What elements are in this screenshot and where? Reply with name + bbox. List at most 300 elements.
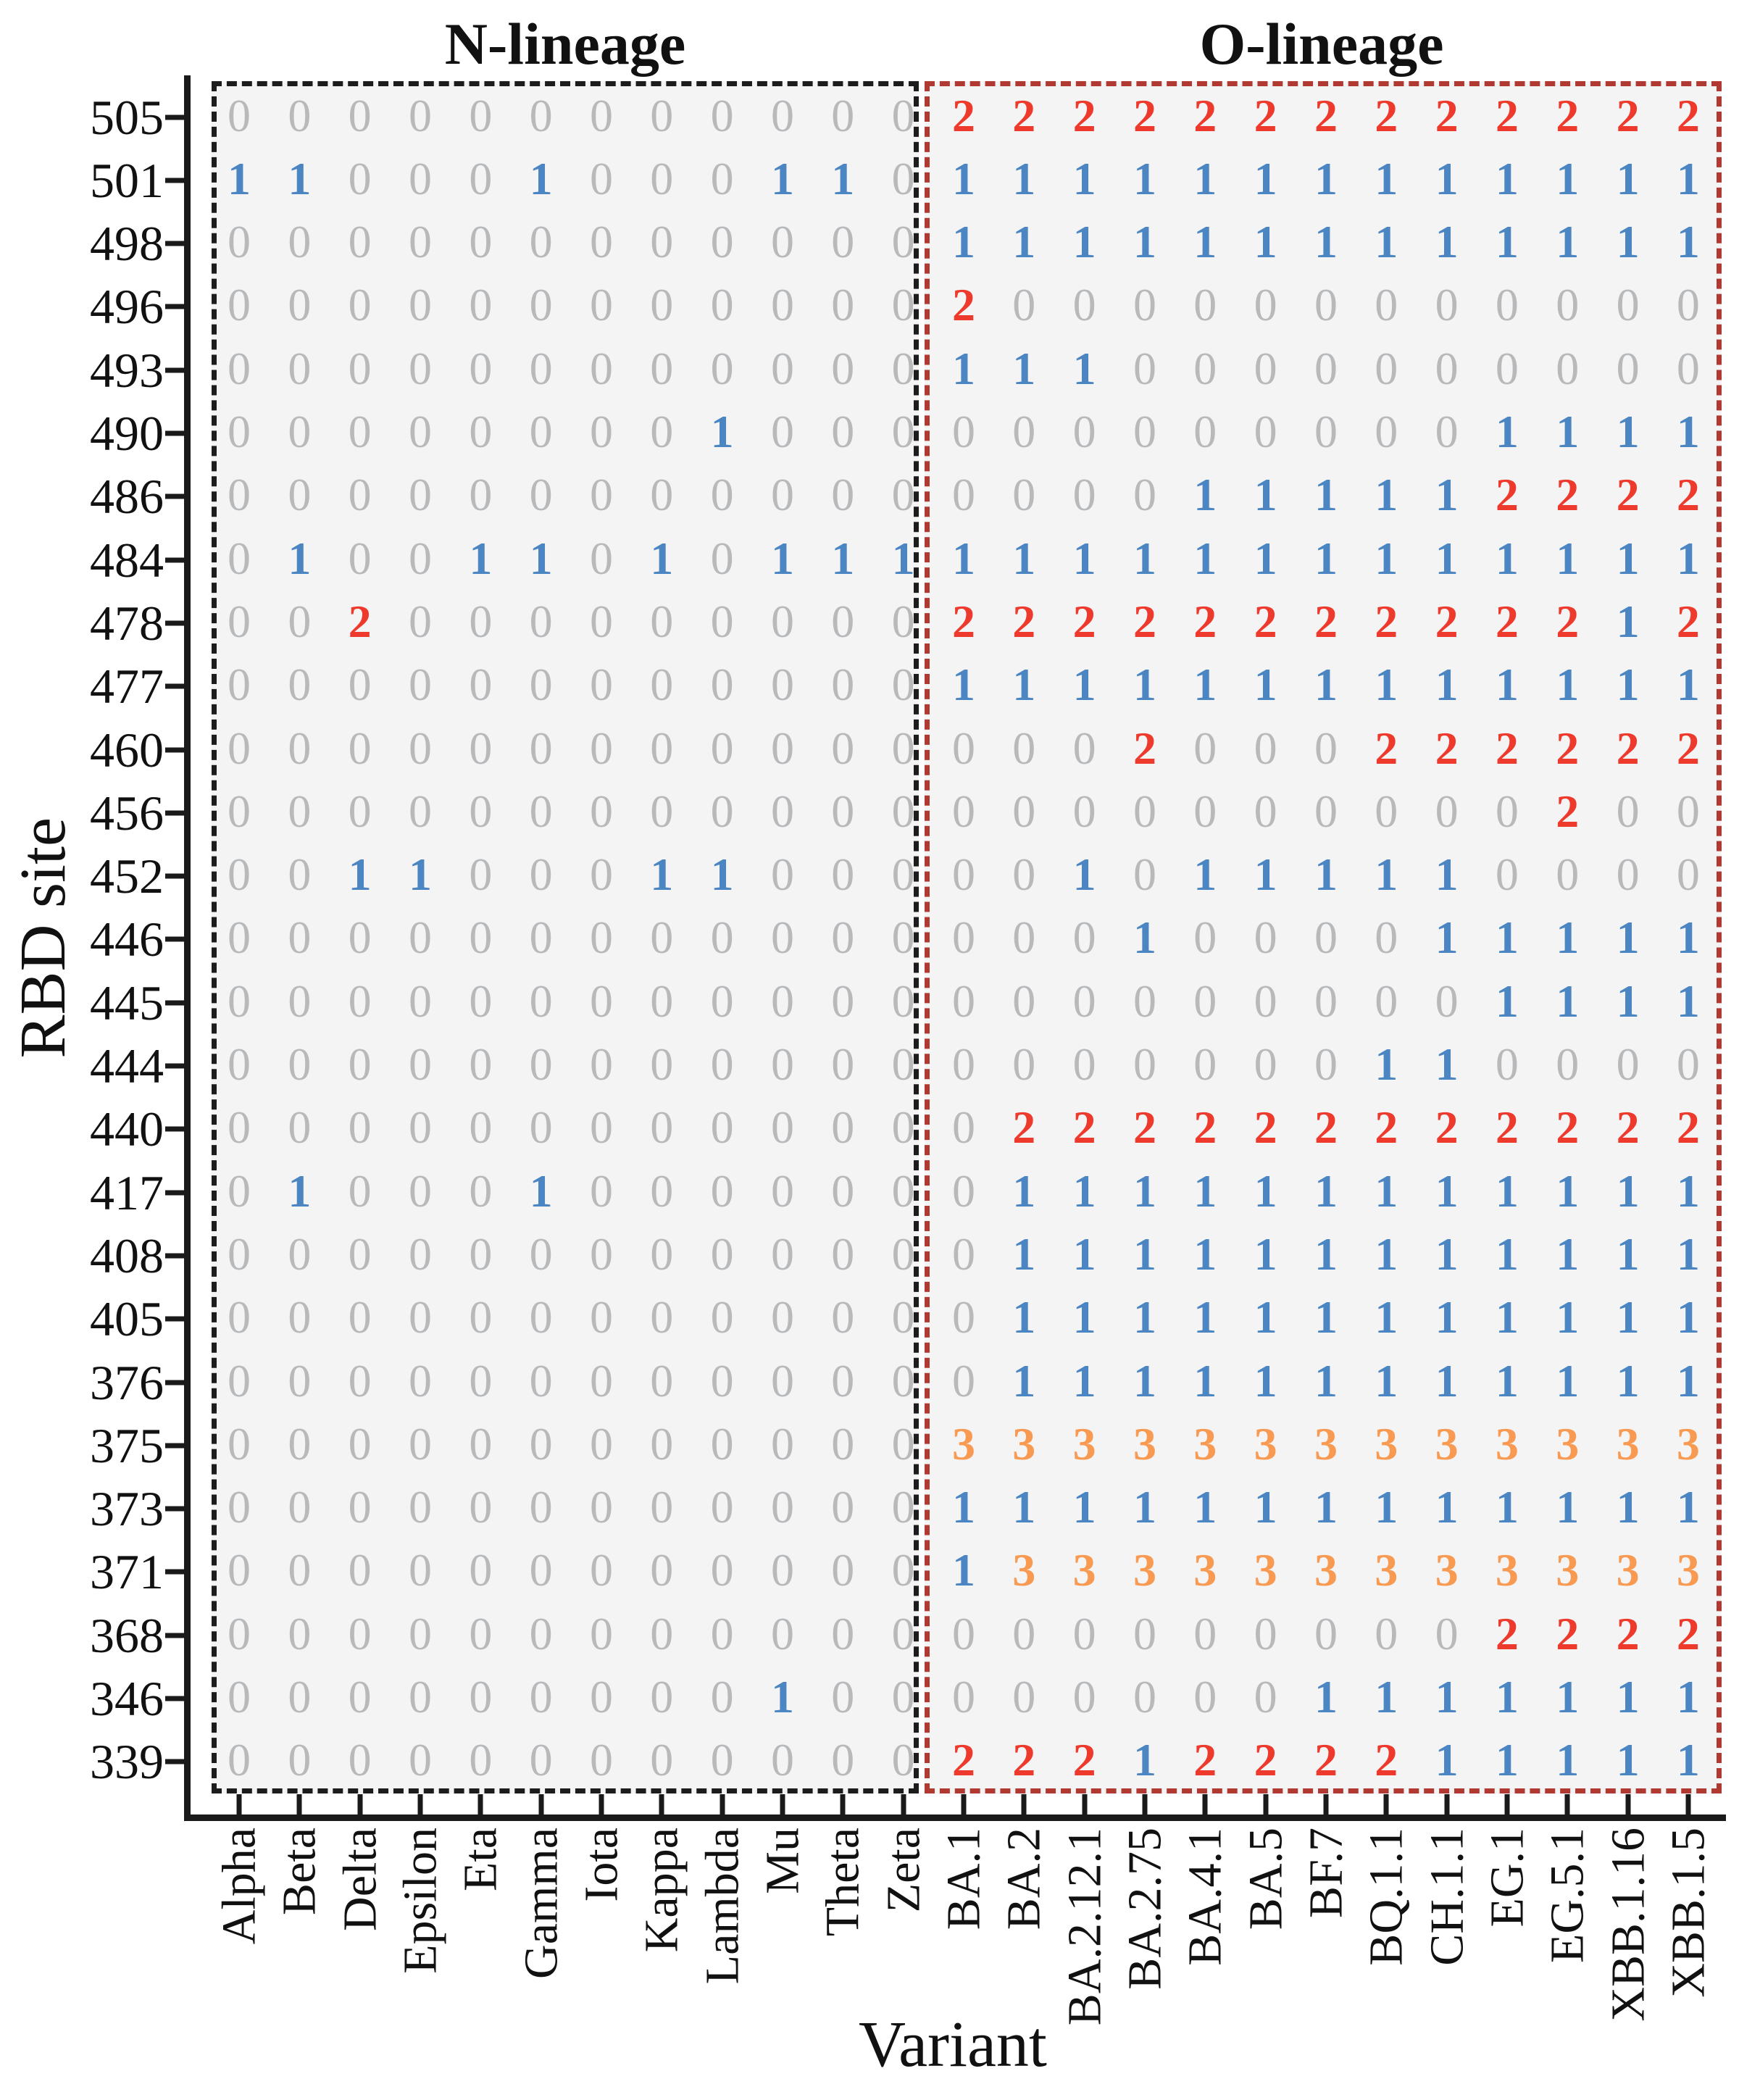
cell-346-XBB.1.16: 1 xyxy=(1616,1671,1640,1723)
x-tick-mark xyxy=(1384,1794,1389,1816)
cell-498-Theta: 0 xyxy=(831,216,855,268)
cell-445-Delta: 0 xyxy=(348,975,372,1027)
cell-346-Iota: 0 xyxy=(589,1671,613,1723)
cell-501-Theta: 1 xyxy=(831,152,855,204)
cell-486-Gamma: 0 xyxy=(529,469,553,521)
o-lineage-title: O-lineage xyxy=(1199,11,1444,77)
cell-452-Iota: 0 xyxy=(589,849,613,901)
cell-498-Eta: 0 xyxy=(469,216,493,268)
cell-376-BA.2: 1 xyxy=(1012,1354,1036,1407)
cell-440-BA.1: 0 xyxy=(951,1101,975,1154)
cell-376-Delta: 0 xyxy=(348,1354,372,1407)
cell-371-EG.1: 3 xyxy=(1495,1544,1519,1596)
cell-368-BA.2: 0 xyxy=(1012,1607,1036,1659)
y-tick-mark xyxy=(165,1696,187,1701)
cell-460-Lambda: 0 xyxy=(710,722,734,774)
x-tick-Eta: Eta xyxy=(454,1828,507,1891)
cell-440-XBB.1.16: 2 xyxy=(1616,1101,1640,1154)
cell-371-Kappa: 0 xyxy=(650,1544,674,1596)
cell-493-BA.2.75: 0 xyxy=(1133,342,1156,394)
cell-456-Epsilon: 0 xyxy=(408,785,432,837)
cell-456-BA.4.1: 0 xyxy=(1193,785,1217,837)
x-tick-mark xyxy=(417,1794,422,1816)
cell-417-Theta: 0 xyxy=(831,1164,855,1217)
cell-505-Beta: 0 xyxy=(288,89,312,141)
cell-440-Zeta: 0 xyxy=(891,1101,915,1154)
cell-346-CH.1.1: 1 xyxy=(1435,1671,1459,1723)
x-tick-mark xyxy=(478,1794,483,1816)
cell-490-XBB.1.16: 1 xyxy=(1616,406,1640,458)
cell-440-BF.7: 2 xyxy=(1314,1101,1338,1154)
x-tick-BA.2.12.1: BA.2.12.1 xyxy=(1057,1828,1111,2026)
cell-368-Iota: 0 xyxy=(589,1607,613,1659)
cell-460-BF.7: 0 xyxy=(1314,722,1338,774)
cell-490-Delta: 0 xyxy=(348,406,372,458)
cell-445-Epsilon: 0 xyxy=(408,975,432,1027)
cell-493-BF.7: 0 xyxy=(1314,342,1338,394)
cell-405-BA.2: 1 xyxy=(1012,1291,1036,1343)
cell-501-BA.2: 1 xyxy=(1012,152,1036,204)
cell-486-Mu: 0 xyxy=(770,469,794,521)
cell-493-CH.1.1: 0 xyxy=(1435,342,1459,394)
cell-339-Beta: 0 xyxy=(288,1734,312,1786)
cell-493-EG.1: 0 xyxy=(1495,342,1519,394)
cell-368-BQ.1.1: 0 xyxy=(1375,1607,1398,1659)
cell-452-BA.4.1: 1 xyxy=(1193,849,1217,901)
y-tick-408: 408 xyxy=(90,1228,164,1283)
cell-339-Lambda: 0 xyxy=(710,1734,734,1786)
cell-444-EG.5.1: 0 xyxy=(1556,1038,1580,1091)
cell-371-EG.5.1: 3 xyxy=(1556,1544,1580,1596)
x-tick-mark xyxy=(1263,1794,1268,1816)
cell-375-XBB.1.5: 3 xyxy=(1676,1417,1700,1470)
cell-456-Kappa: 0 xyxy=(650,785,674,837)
cell-478-Alpha: 0 xyxy=(228,595,251,647)
cell-346-Kappa: 0 xyxy=(650,1671,674,1723)
cell-346-BA.2.12.1: 0 xyxy=(1072,1671,1096,1723)
cell-456-BA.5: 0 xyxy=(1254,785,1277,837)
cell-444-Gamma: 0 xyxy=(529,1038,553,1091)
cell-505-EG.1: 2 xyxy=(1495,89,1519,141)
cell-478-BA.2.12.1: 2 xyxy=(1072,595,1096,647)
cell-373-Gamma: 0 xyxy=(529,1481,553,1533)
cell-490-EG.5.1: 1 xyxy=(1556,406,1580,458)
cell-460-Iota: 0 xyxy=(589,722,613,774)
cell-371-BA.5: 3 xyxy=(1254,1544,1277,1596)
cell-408-Epsilon: 0 xyxy=(408,1228,432,1280)
cell-405-Gamma: 0 xyxy=(529,1291,553,1343)
cell-371-BF.7: 3 xyxy=(1314,1544,1338,1596)
cell-408-Zeta: 0 xyxy=(891,1228,915,1280)
cell-456-Mu: 0 xyxy=(770,785,794,837)
cell-444-XBB.1.5: 0 xyxy=(1676,1038,1700,1091)
y-tick-493: 493 xyxy=(90,342,164,398)
y-axis-spine xyxy=(184,75,191,1821)
y-tick-376: 376 xyxy=(90,1354,164,1410)
cell-405-EG.5.1: 1 xyxy=(1556,1291,1580,1343)
cell-484-BA.2: 1 xyxy=(1012,532,1036,584)
cell-445-Lambda: 0 xyxy=(710,975,734,1027)
cell-501-EG.1: 1 xyxy=(1495,152,1519,204)
cell-339-BA.2: 2 xyxy=(1012,1734,1036,1786)
cell-498-EG.1: 1 xyxy=(1495,216,1519,268)
cell-368-Epsilon: 0 xyxy=(408,1607,432,1659)
cell-346-Eta: 0 xyxy=(469,1671,493,1723)
cell-375-Eta: 0 xyxy=(469,1417,493,1470)
cell-371-XBB.1.5: 3 xyxy=(1676,1544,1700,1596)
cell-452-EG.5.1: 0 xyxy=(1556,849,1580,901)
cell-339-BA.4.1: 2 xyxy=(1193,1734,1217,1786)
cell-501-XBB.1.5: 1 xyxy=(1676,152,1700,204)
cell-493-EG.5.1: 0 xyxy=(1556,342,1580,394)
cell-444-BQ.1.1: 1 xyxy=(1375,1038,1398,1091)
cell-501-BQ.1.1: 1 xyxy=(1375,152,1398,204)
y-tick-mark xyxy=(165,1633,187,1638)
cell-498-Delta: 0 xyxy=(348,216,372,268)
cell-460-BQ.1.1: 2 xyxy=(1375,722,1398,774)
cell-417-Kappa: 0 xyxy=(650,1164,674,1217)
x-tick-Kappa: Kappa xyxy=(635,1828,688,1953)
cell-405-Iota: 0 xyxy=(589,1291,613,1343)
cell-478-EG.5.1: 2 xyxy=(1556,595,1580,647)
cell-496-BQ.1.1: 0 xyxy=(1375,279,1398,331)
cell-456-XBB.1.16: 0 xyxy=(1616,785,1640,837)
cell-368-BA.2.75: 0 xyxy=(1133,1607,1156,1659)
cell-498-Kappa: 0 xyxy=(650,216,674,268)
y-tick-445: 445 xyxy=(90,975,164,1030)
x-tick-Gamma: Gamma xyxy=(514,1828,567,1979)
cell-373-Eta: 0 xyxy=(469,1481,493,1533)
x-tick-Iota: Iota xyxy=(575,1828,628,1902)
cell-373-BA.2: 1 xyxy=(1012,1481,1036,1533)
cell-371-Iota: 0 xyxy=(589,1544,613,1596)
cell-346-Gamma: 0 xyxy=(529,1671,553,1723)
cell-408-Iota: 0 xyxy=(589,1228,613,1280)
y-tick-mark xyxy=(165,1000,187,1005)
cell-496-Mu: 0 xyxy=(770,279,794,331)
cell-452-Alpha: 0 xyxy=(228,849,251,901)
cell-484-Eta: 1 xyxy=(469,532,493,584)
cell-440-Eta: 0 xyxy=(469,1101,493,1154)
cell-405-Kappa: 0 xyxy=(650,1291,674,1343)
cell-376-BF.7: 1 xyxy=(1314,1354,1338,1407)
cell-368-EG.5.1: 2 xyxy=(1556,1607,1580,1659)
cell-477-BA.1: 1 xyxy=(951,659,975,711)
cell-371-BA.2.75: 3 xyxy=(1133,1544,1156,1596)
cell-339-BA.1: 2 xyxy=(951,1734,975,1786)
x-tick-CH.1.1: CH.1.1 xyxy=(1419,1828,1473,1966)
cell-460-Zeta: 0 xyxy=(891,722,915,774)
cell-445-Theta: 0 xyxy=(831,975,855,1027)
cell-405-BA.4.1: 1 xyxy=(1193,1291,1217,1343)
cell-477-Alpha: 0 xyxy=(228,659,251,711)
cell-446-EG.5.1: 1 xyxy=(1556,912,1580,964)
cell-346-BA.2: 0 xyxy=(1012,1671,1036,1723)
cell-490-Alpha: 0 xyxy=(228,406,251,458)
y-tick-mark xyxy=(165,1127,187,1132)
cell-498-BF.7: 1 xyxy=(1314,216,1338,268)
cell-501-BF.7: 1 xyxy=(1314,152,1338,204)
cell-493-Theta: 0 xyxy=(831,342,855,394)
cell-484-CH.1.1: 1 xyxy=(1435,532,1459,584)
cell-375-Delta: 0 xyxy=(348,1417,372,1470)
cell-371-BA.1: 1 xyxy=(951,1544,975,1596)
cell-490-BQ.1.1: 0 xyxy=(1375,406,1398,458)
cell-460-Mu: 0 xyxy=(770,722,794,774)
cell-445-Beta: 0 xyxy=(288,975,312,1027)
x-tick-mark xyxy=(1203,1794,1208,1816)
cell-460-Epsilon: 0 xyxy=(408,722,432,774)
cell-376-Alpha: 0 xyxy=(228,1354,251,1407)
cell-446-Zeta: 0 xyxy=(891,912,915,964)
cell-460-BA.2.12.1: 0 xyxy=(1072,722,1096,774)
cell-445-BA.2.75: 0 xyxy=(1133,975,1156,1027)
cell-452-EG.1: 0 xyxy=(1495,849,1519,901)
cell-405-Beta: 0 xyxy=(288,1291,312,1343)
cell-486-EG.5.1: 2 xyxy=(1556,469,1580,521)
cell-498-Iota: 0 xyxy=(589,216,613,268)
cell-486-Beta: 0 xyxy=(288,469,312,521)
cell-456-EG.1: 0 xyxy=(1495,785,1519,837)
cell-445-Zeta: 0 xyxy=(891,975,915,1027)
x-tick-mark xyxy=(1142,1794,1147,1816)
cell-371-Zeta: 0 xyxy=(891,1544,915,1596)
cell-493-BA.4.1: 0 xyxy=(1193,342,1217,394)
x-tick-mark xyxy=(237,1794,242,1816)
cell-445-Alpha: 0 xyxy=(228,975,251,1027)
cell-496-BA.2.12.1: 0 xyxy=(1072,279,1096,331)
cell-460-CH.1.1: 2 xyxy=(1435,722,1459,774)
y-tick-mark xyxy=(165,1253,187,1258)
cell-460-Gamma: 0 xyxy=(529,722,553,774)
cell-478-BA.1: 2 xyxy=(951,595,975,647)
cell-371-Eta: 0 xyxy=(469,1544,493,1596)
cell-445-BF.7: 0 xyxy=(1314,975,1338,1027)
cell-440-Epsilon: 0 xyxy=(408,1101,432,1154)
y-tick-mark xyxy=(165,1064,187,1069)
cell-446-BQ.1.1: 0 xyxy=(1375,912,1398,964)
cell-368-CH.1.1: 0 xyxy=(1435,1607,1459,1659)
cell-346-Epsilon: 0 xyxy=(408,1671,432,1723)
cell-446-CH.1.1: 1 xyxy=(1435,912,1459,964)
cell-446-Alpha: 0 xyxy=(228,912,251,964)
cell-460-EG.5.1: 2 xyxy=(1556,722,1580,774)
cell-505-BA.1: 2 xyxy=(951,89,975,141)
cell-440-Alpha: 0 xyxy=(228,1101,251,1154)
cell-446-BA.2.12.1: 0 xyxy=(1072,912,1096,964)
cell-445-CH.1.1: 0 xyxy=(1435,975,1459,1027)
cell-505-BA.4.1: 2 xyxy=(1193,89,1217,141)
cell-373-BA.2.75: 1 xyxy=(1133,1481,1156,1533)
cell-417-XBB.1.16: 1 xyxy=(1616,1164,1640,1217)
cell-446-Theta: 0 xyxy=(831,912,855,964)
cell-452-BQ.1.1: 1 xyxy=(1375,849,1398,901)
cell-498-BA.5: 1 xyxy=(1254,216,1277,268)
x-axis-label: Variant xyxy=(859,2009,1047,2080)
x-tick-XBB.1.16: XBB.1.16 xyxy=(1601,1828,1654,2022)
cell-498-EG.5.1: 1 xyxy=(1556,216,1580,268)
cell-498-Gamma: 0 xyxy=(529,216,553,268)
cell-405-Delta: 0 xyxy=(348,1291,372,1343)
cell-478-BQ.1.1: 2 xyxy=(1375,595,1398,647)
cell-446-Lambda: 0 xyxy=(710,912,734,964)
cell-375-EG.1: 3 xyxy=(1495,1417,1519,1470)
cell-501-BA.5: 1 xyxy=(1254,152,1277,204)
x-tick-EG.5.1: EG.5.1 xyxy=(1540,1828,1594,1963)
cell-346-BQ.1.1: 1 xyxy=(1375,1671,1398,1723)
cell-484-Iota: 0 xyxy=(589,532,613,584)
cell-501-Iota: 0 xyxy=(589,152,613,204)
cell-444-Zeta: 0 xyxy=(891,1038,915,1091)
cell-446-Gamma: 0 xyxy=(529,912,553,964)
cell-444-Theta: 0 xyxy=(831,1038,855,1091)
cell-368-Gamma: 0 xyxy=(529,1607,553,1659)
cell-496-XBB.1.16: 0 xyxy=(1616,279,1640,331)
y-tick-mark xyxy=(165,494,187,499)
cell-478-Delta: 2 xyxy=(348,595,372,647)
cell-371-Gamma: 0 xyxy=(529,1544,553,1596)
cell-373-Kappa: 0 xyxy=(650,1481,674,1533)
cell-368-Theta: 0 xyxy=(831,1607,855,1659)
cell-501-BA.4.1: 1 xyxy=(1193,152,1217,204)
cell-484-BA.5: 1 xyxy=(1254,532,1277,584)
cell-446-BF.7: 0 xyxy=(1314,912,1338,964)
cell-446-BA.5: 0 xyxy=(1254,912,1277,964)
cell-484-Epsilon: 0 xyxy=(408,532,432,584)
y-tick-mark xyxy=(165,620,187,625)
cell-505-BQ.1.1: 2 xyxy=(1375,89,1398,141)
cell-490-Epsilon: 0 xyxy=(408,406,432,458)
cell-375-BF.7: 3 xyxy=(1314,1417,1338,1470)
cell-445-BQ.1.1: 0 xyxy=(1375,975,1398,1027)
cell-444-BA.2.12.1: 0 xyxy=(1072,1038,1096,1091)
cell-496-Theta: 0 xyxy=(831,279,855,331)
cell-339-Mu: 0 xyxy=(770,1734,794,1786)
cell-496-Gamma: 0 xyxy=(529,279,553,331)
cell-505-Delta: 0 xyxy=(348,89,372,141)
cell-490-EG.1: 1 xyxy=(1495,406,1519,458)
cell-478-EG.1: 2 xyxy=(1495,595,1519,647)
y-tick-477: 477 xyxy=(90,659,164,714)
cell-490-Gamma: 0 xyxy=(529,406,553,458)
cell-376-EG.1: 1 xyxy=(1495,1354,1519,1407)
x-tick-Alpha: Alpha xyxy=(212,1828,266,1945)
cell-339-EG.1: 1 xyxy=(1495,1734,1519,1786)
cell-444-Mu: 0 xyxy=(770,1038,794,1091)
cell-408-CH.1.1: 1 xyxy=(1435,1228,1459,1280)
y-tick-490: 490 xyxy=(90,406,164,461)
cell-486-Eta: 0 xyxy=(469,469,493,521)
cell-496-BA.4.1: 0 xyxy=(1193,279,1217,331)
cell-477-BA.2.75: 1 xyxy=(1133,659,1156,711)
cell-493-XBB.1.5: 0 xyxy=(1676,342,1700,394)
cell-490-Eta: 0 xyxy=(469,406,493,458)
cell-486-BA.4.1: 1 xyxy=(1193,469,1217,521)
cell-446-Epsilon: 0 xyxy=(408,912,432,964)
cell-460-Kappa: 0 xyxy=(650,722,674,774)
cell-456-BA.1: 0 xyxy=(951,785,975,837)
cell-346-Alpha: 0 xyxy=(228,1671,251,1723)
cell-498-Alpha: 0 xyxy=(228,216,251,268)
x-tick-BF.7: BF.7 xyxy=(1299,1828,1353,1918)
cell-339-XBB.1.16: 1 xyxy=(1616,1734,1640,1786)
cell-444-Lambda: 0 xyxy=(710,1038,734,1091)
x-tick-mark xyxy=(901,1794,906,1816)
cell-452-BA.5: 1 xyxy=(1254,849,1277,901)
cell-484-Theta: 1 xyxy=(831,532,855,584)
cell-376-Mu: 0 xyxy=(770,1354,794,1407)
cell-376-Gamma: 0 xyxy=(529,1354,553,1407)
cell-440-EG.5.1: 2 xyxy=(1556,1101,1580,1154)
y-tick-440: 440 xyxy=(90,1101,164,1157)
cell-446-XBB.1.5: 1 xyxy=(1676,912,1700,964)
y-tick-mark xyxy=(165,241,187,246)
cell-496-Lambda: 0 xyxy=(710,279,734,331)
cell-376-XBB.1.5: 1 xyxy=(1676,1354,1700,1407)
cell-368-BA.5: 0 xyxy=(1254,1607,1277,1659)
cell-376-Beta: 0 xyxy=(288,1354,312,1407)
cell-446-XBB.1.16: 1 xyxy=(1616,912,1640,964)
cell-484-BF.7: 1 xyxy=(1314,532,1338,584)
cell-452-Mu: 0 xyxy=(770,849,794,901)
y-tick-446: 446 xyxy=(90,912,164,967)
cell-339-BA.2.75: 1 xyxy=(1133,1734,1156,1786)
cell-452-Beta: 0 xyxy=(288,849,312,901)
cell-368-Alpha: 0 xyxy=(228,1607,251,1659)
cell-478-Eta: 0 xyxy=(469,595,493,647)
cell-477-Lambda: 0 xyxy=(710,659,734,711)
cell-373-Zeta: 0 xyxy=(891,1481,915,1533)
cell-505-Gamma: 0 xyxy=(529,89,553,141)
cell-371-BA.4.1: 3 xyxy=(1193,1544,1217,1596)
cell-477-EG.1: 1 xyxy=(1495,659,1519,711)
cell-446-Delta: 0 xyxy=(348,912,372,964)
y-tick-484: 484 xyxy=(90,532,164,588)
cell-460-EG.1: 2 xyxy=(1495,722,1519,774)
cell-445-Kappa: 0 xyxy=(650,975,674,1027)
cell-496-BA.1: 2 xyxy=(951,279,975,331)
x-tick-mark xyxy=(1685,1794,1690,1816)
cell-496-BF.7: 0 xyxy=(1314,279,1338,331)
y-tick-mark xyxy=(165,684,187,689)
cell-452-Theta: 0 xyxy=(831,849,855,901)
cell-346-XBB.1.5: 1 xyxy=(1676,1671,1700,1723)
cell-339-Eta: 0 xyxy=(469,1734,493,1786)
cell-486-Theta: 0 xyxy=(831,469,855,521)
cell-376-EG.5.1: 1 xyxy=(1556,1354,1580,1407)
x-tick-mark xyxy=(297,1794,302,1816)
cell-501-Epsilon: 0 xyxy=(408,152,432,204)
cell-493-Lambda: 0 xyxy=(710,342,734,394)
y-tick-mark xyxy=(165,114,187,120)
cell-486-Iota: 0 xyxy=(589,469,613,521)
cell-501-Eta: 0 xyxy=(469,152,493,204)
cell-477-BA.4.1: 1 xyxy=(1193,659,1217,711)
cell-440-XBB.1.5: 2 xyxy=(1676,1101,1700,1154)
cell-493-Mu: 0 xyxy=(770,342,794,394)
cell-373-Delta: 0 xyxy=(348,1481,372,1533)
cell-484-Beta: 1 xyxy=(288,532,312,584)
cell-478-Mu: 0 xyxy=(770,595,794,647)
cell-460-Beta: 0 xyxy=(288,722,312,774)
cell-405-Epsilon: 0 xyxy=(408,1291,432,1343)
cell-498-Zeta: 0 xyxy=(891,216,915,268)
cell-444-XBB.1.16: 0 xyxy=(1616,1038,1640,1091)
cell-478-Zeta: 0 xyxy=(891,595,915,647)
cell-486-Lambda: 0 xyxy=(710,469,734,521)
cell-371-Theta: 0 xyxy=(831,1544,855,1596)
cell-371-Epsilon: 0 xyxy=(408,1544,432,1596)
